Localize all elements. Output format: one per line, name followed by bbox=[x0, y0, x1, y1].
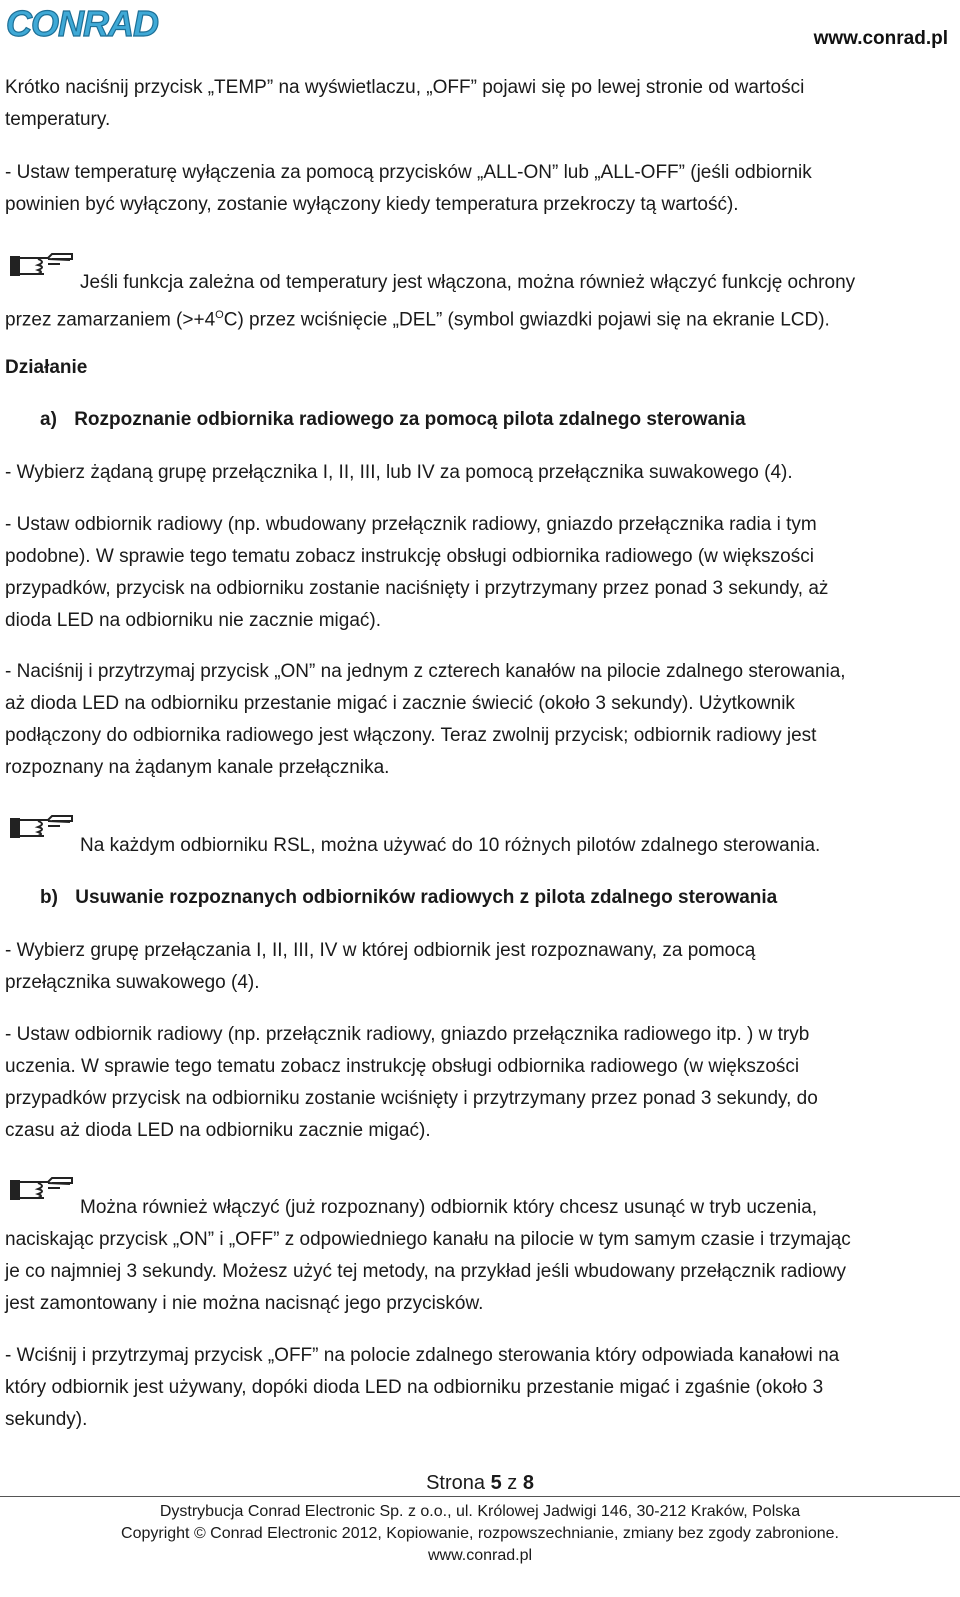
subheading-marker: a) bbox=[40, 409, 57, 430]
page-prefix: Strona bbox=[426, 1472, 485, 1494]
paragraph-learning-mode bbox=[5, 1019, 940, 1147]
text-line bbox=[5, 299, 940, 336]
paragraph-temp-button bbox=[5, 72, 940, 136]
subheading-a bbox=[40, 404, 940, 436]
text-line: je co najmniej 3 sekundy. Możesz użyć tej metody, na przykład jeśli wbudowany przełącznik radiowy bbox=[5, 1261, 846, 1282]
degree-superscript: O bbox=[215, 309, 224, 321]
text-line: - Ustaw odbiornik radiowy (np. przełącznik radiowy, gniazdo przełącznika radiowego itp. ) w tryb bbox=[5, 1024, 810, 1045]
text-line: - Wybierz grupę przełączania I, II, III, IV w której odbiornik jest rozpoznawany, za pomocą bbox=[5, 940, 756, 961]
page-mid: z bbox=[507, 1472, 518, 1494]
paragraph-press-off bbox=[5, 1340, 940, 1436]
text-line: aż dioda LED na odbiorniku przestanie migać i zacznie świecić (około 3 sekundy). Użytkownik bbox=[5, 693, 795, 714]
text-line: uczenia. W sprawie tego tematu zobacz instrukcję obsługi odbiornika radiowego (w większości bbox=[5, 1056, 800, 1077]
text-line: przypadków przycisk na odbiorniku zostanie wciśnięty i przytrzymany przez ponad 3 sekundy, do bbox=[5, 1088, 818, 1109]
text-line: - Wciśnij i przytrzymaj przycisk „OFF” na polocie zdalnego sterowania który odpowiada kanałowi na bbox=[5, 1345, 840, 1366]
text-fragment: C) przez wciśnięcie „DEL” (symbol gwiazdki pojawi się na ekranie LCD). bbox=[223, 309, 830, 331]
text-line: przypadków, przycisk na odbiorniku zostanie naciśnięty i przytrzymany przez ponad 3 sekundy, aż bbox=[5, 578, 829, 599]
footer-copyright: Copyright © Conrad Electronic 2012, Kopiowanie, rozpowszechnianie, zmiany bez zgody zabronione. bbox=[121, 1525, 839, 1542]
text-line: - Ustaw temperaturę wyłączenia za pomocą przycisków „ALL-ON” lub „ALL-OFF” (jeśli odbiornik bbox=[5, 162, 812, 183]
text-line: - Naciśnij i przytrzymaj przycisk „ON” na jednym z czterech kanałów na pilocie zdalnego sterowania, bbox=[5, 661, 846, 682]
paragraph-press-on bbox=[5, 656, 940, 784]
text-line: Można również włączyć (już rozpoznany) odbiornik który chcesz usunąć w tryb uczenia, bbox=[80, 1197, 818, 1218]
page-total: 8 bbox=[522, 1472, 534, 1494]
subheading-title: Rozpoznanie odbiornika radiowego za pomocą pilota zdalnego sterowania bbox=[74, 409, 746, 430]
paragraph-select-switch-group bbox=[5, 935, 940, 999]
text-line: naciskając przycisk „ON” i „OFF” z odpowiedniego kanału na pilocie w tym samym czasie i trzymając bbox=[5, 1229, 851, 1250]
footer-url: www.conrad.pl bbox=[427, 1547, 533, 1564]
text-line: przełącznika suwakowego (4). bbox=[5, 972, 260, 993]
text-line: temperatury. bbox=[5, 109, 111, 130]
conrad-logo bbox=[4, 2, 164, 46]
text-line: sekundy). bbox=[5, 1409, 88, 1430]
subheading-title: Usuwanie rozpoznanych odbiorników radiowych z pilota zdalnego sterowania bbox=[75, 887, 778, 908]
subheading-marker: b) bbox=[40, 887, 58, 908]
text-line: podobne). W sprawie tego tematu zobacz instrukcję obsługi odbiornika radiowego (w większości bbox=[5, 546, 814, 567]
footer-divider bbox=[0, 1496, 960, 1497]
text-fragment: przez zamarzaniem (>+4 bbox=[5, 309, 216, 331]
text-line: Na każdym odbiorniku RSL, można używać do 10 różnych pilotów zdalnego sterowania. bbox=[80, 835, 821, 856]
paragraph-shutoff-temperature bbox=[5, 157, 940, 221]
paragraph-select-group bbox=[5, 457, 940, 489]
text-line: - Wybierz żądaną grupę przełącznika I, II, III, lub IV za pomocą przełącznika suwakowego (4). bbox=[5, 462, 793, 483]
text-line: jest zamontowany i nie można nacisnąć jego przycisków. bbox=[5, 1293, 484, 1314]
subheading-b bbox=[40, 882, 940, 914]
text-line: rozpoznany na żądanym kanale przełącznika. bbox=[5, 757, 390, 778]
header-site-url: www.conrad.pl bbox=[813, 28, 948, 49]
paragraph-set-receiver bbox=[5, 509, 940, 637]
text-line: który odbiornik jest używany, dopóki dioda LED na odbiorniku przestanie migać i zgaśnie (około 3 bbox=[5, 1377, 824, 1398]
section-title: Działanie bbox=[5, 357, 88, 378]
logo-text: CONRAD bbox=[6, 3, 158, 44]
footer-text bbox=[0, 1501, 960, 1567]
page-current: 5 bbox=[490, 1472, 502, 1494]
text-line: czasu aż dioda LED na odbiorniku zacznie migać). bbox=[5, 1120, 431, 1141]
note-delete-learned bbox=[5, 1192, 940, 1320]
text-line: powinien być wyłączony, zostanie wyłączony kiedy temperatura przekroczy tą wartość). bbox=[5, 194, 739, 215]
note-frost-protection bbox=[5, 267, 940, 336]
text-line: dioda LED na odbiorniku nie zacznie migać). bbox=[5, 610, 381, 631]
text-line: Jeśli funkcja zależna od temperatury jest włączona, można również włączyć funkcję ochrony bbox=[80, 272, 856, 293]
note-multiple-remotes bbox=[80, 830, 940, 862]
text-line: Krótko naciśnij przycisk „TEMP” na wyświetlaczu, „OFF” pojawi się po lewej stronie od wartości bbox=[5, 77, 805, 98]
pointing-hand-icon bbox=[8, 808, 74, 848]
footer-address: Dystrybucja Conrad Electronic Sp. z o.o., ul. Królowej Jadwigi 146, 30-212 Kraków, Polska bbox=[159, 1503, 801, 1520]
text-line: podłączony do odbiornika radiowego jest włączony. Teraz zwolnij przycisk; odbiornik radiowy jest bbox=[5, 725, 817, 746]
text-line: - Ustaw odbiornik radiowy (np. wbudowany przełącznik radiowy, gniazdo przełącznika radia i tym bbox=[5, 514, 817, 535]
page-number bbox=[0, 1470, 960, 1496]
